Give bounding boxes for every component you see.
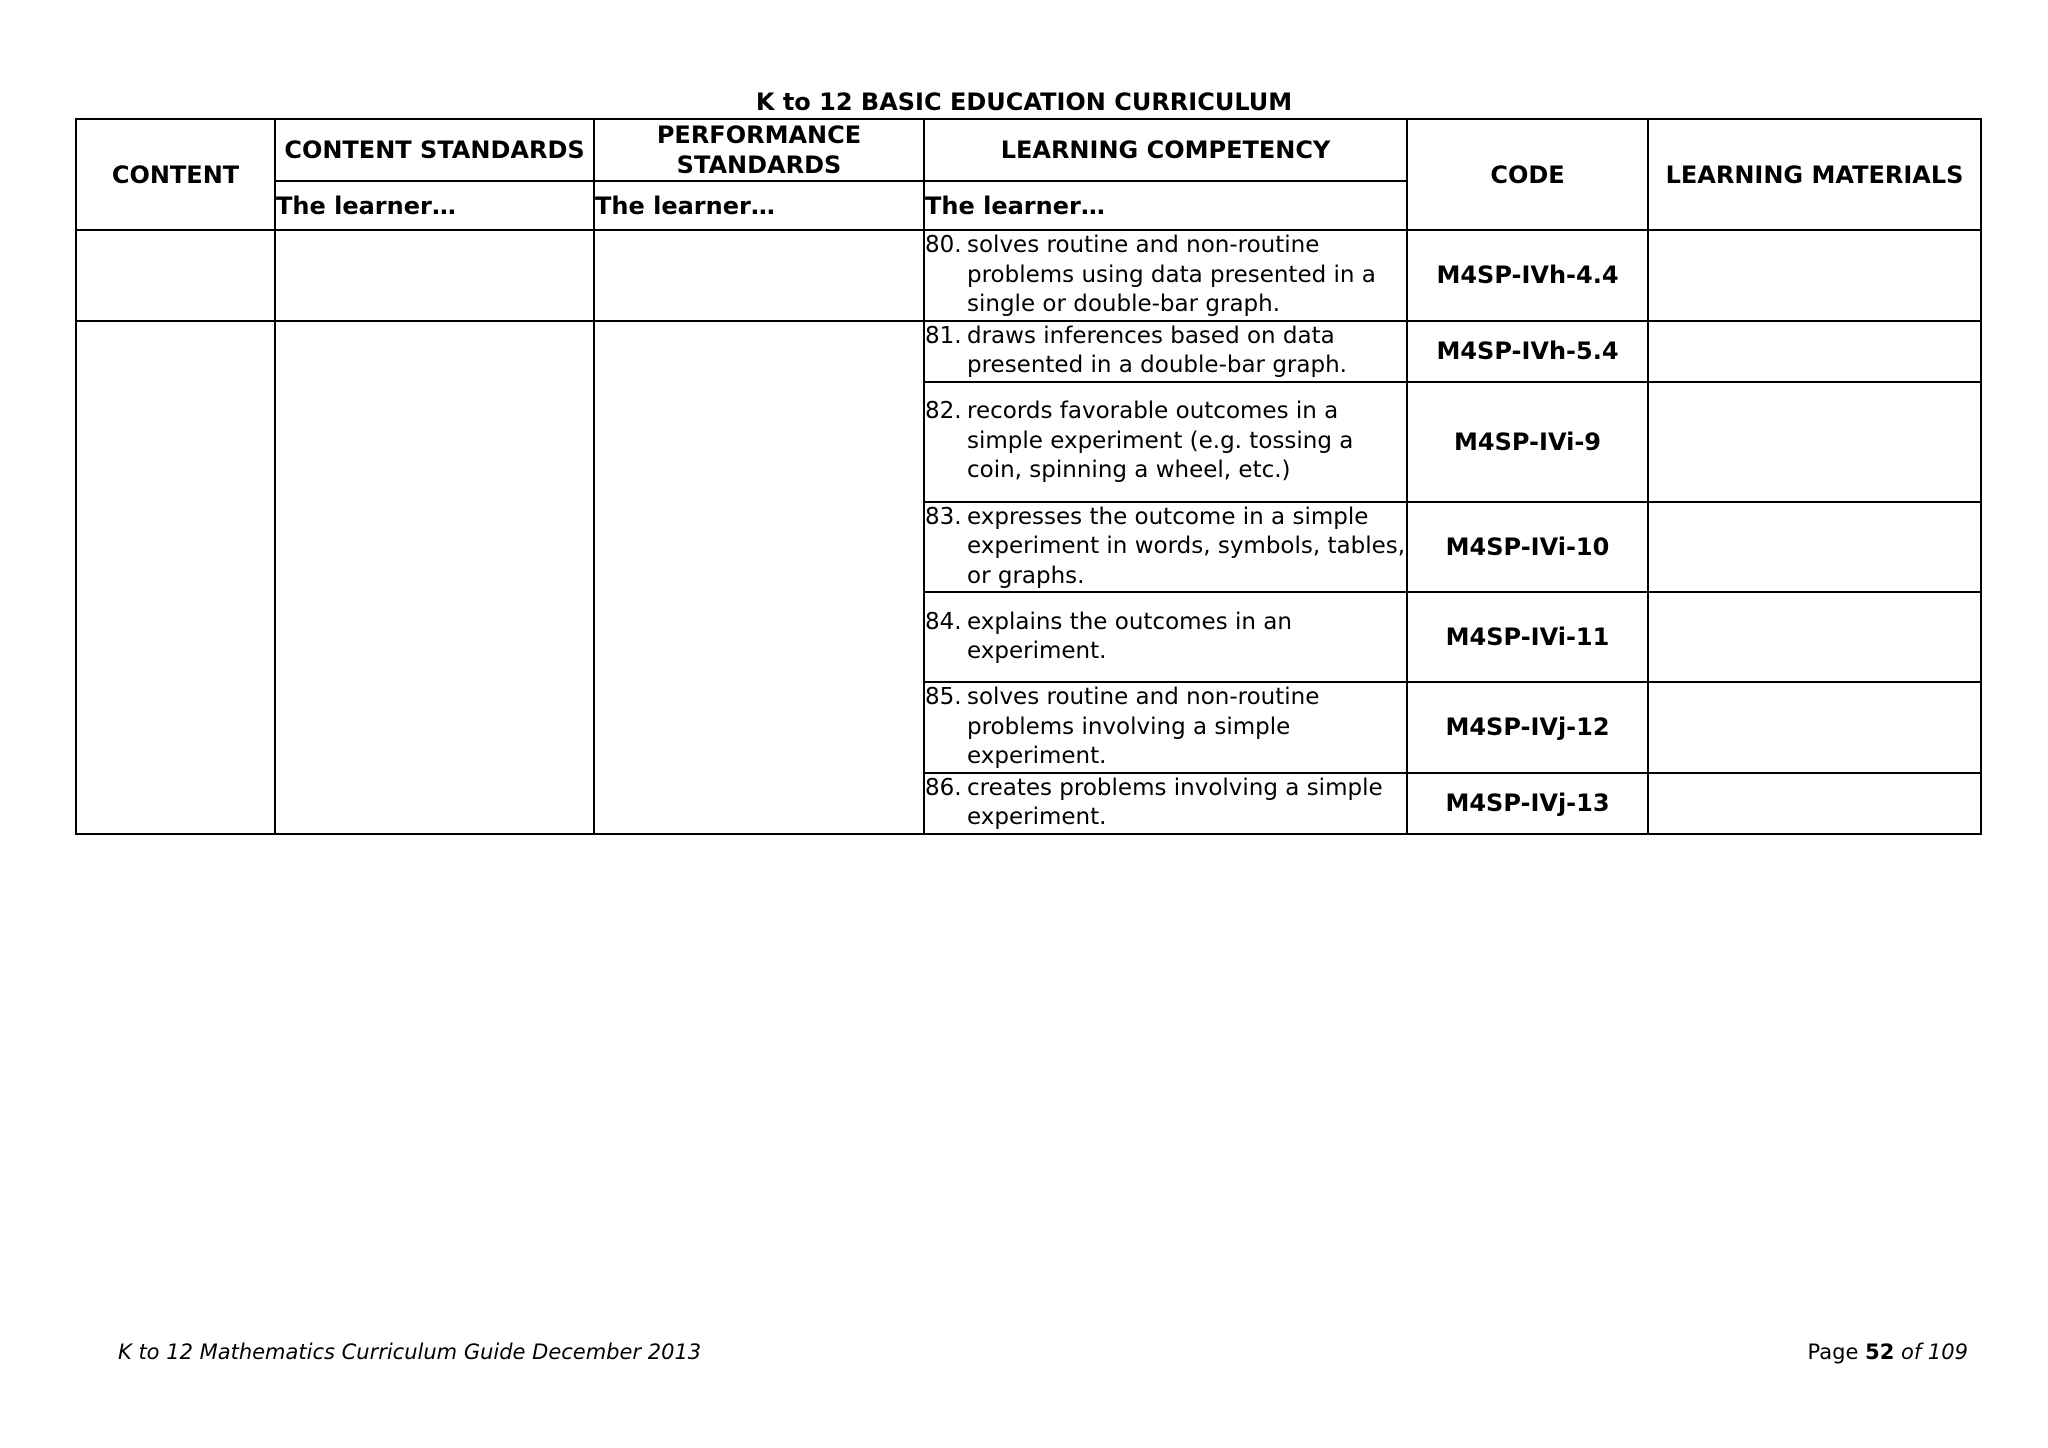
competency-text: creates problems involving a simple experiment. [967, 774, 1383, 830]
competency-cell [924, 502, 1407, 593]
code-cell: M4SP-IVi-10 [1407, 502, 1648, 593]
header-learning-competency: LEARNING COMPETENCY [924, 119, 1407, 181]
header-performance-standards: PERFORMANCE STANDARDS [594, 119, 924, 181]
header-code: CODE [1407, 119, 1648, 230]
competency-number: 83. [925, 503, 962, 530]
materials-cell [1648, 592, 1981, 682]
performance-standards-cell [594, 321, 924, 834]
materials-cell [1648, 230, 1981, 321]
performance-standards-cell [594, 230, 924, 321]
curriculum-table [75, 118, 1982, 835]
materials-cell [1648, 321, 1981, 382]
competency-cell [924, 230, 1407, 321]
competency-text: records favorable outcomes in a simple experiment (e.g. tossing a coin, spinning a wheel, etc.) [967, 398, 1354, 484]
document-title: K to 12 BASIC EDUCATION CURRICULUM [755, 88, 1293, 116]
competency-cell [924, 321, 1407, 382]
header-content-standards: CONTENT STANDARDS [275, 119, 594, 181]
code-cell: M4SP-IVh-5.4 [1407, 321, 1648, 382]
competency-number: 85. [925, 684, 962, 710]
page-label: Page [1807, 1340, 1859, 1364]
competency-cell [924, 773, 1407, 834]
competency-text: expresses the outcome in a simple experiment in words, symbols, tables, or graphs. [967, 503, 1406, 589]
materials-cell [1648, 773, 1981, 834]
footer-page-indicator [1808, 1340, 1968, 1364]
content-standards-cell [275, 230, 594, 321]
competency-text: explains the outcomes in an experiment. [967, 608, 1292, 664]
subheader-content-standards: The learner… [275, 181, 594, 230]
competency-text: draws inferences based on data presented in a double-bar graph. [967, 322, 1347, 378]
header-learning-materials: LEARNING MATERIALS [1648, 119, 1981, 230]
subheader-performance-standards: The learner… [594, 181, 924, 230]
table-row [76, 321, 1981, 382]
code-cell: M4SP-IVh-4.4 [1407, 230, 1648, 321]
competency-cell [924, 382, 1407, 502]
materials-cell [1648, 382, 1981, 502]
materials-cell [1648, 682, 1981, 773]
competency-number: 86. [925, 774, 962, 801]
code-cell: M4SP-IVj-13 [1407, 773, 1648, 834]
competency-number: 82. [925, 398, 962, 425]
materials-cell [1648, 502, 1981, 593]
content-cell [76, 230, 275, 321]
competency-text: solves routine and non-routine problems using data presented in a single or double-bar graph. [967, 232, 1376, 317]
competency-number: 84. [925, 608, 962, 635]
page-number: 52 [1865, 1340, 1895, 1364]
subheader-learning-competency: The learner… [924, 181, 1407, 230]
competency-cell [924, 592, 1407, 682]
code-cell: M4SP-IVi-9 [1407, 382, 1648, 502]
code-cell: M4SP-IVj-12 [1407, 682, 1648, 773]
header-content: CONTENT [76, 119, 275, 230]
content-standards-cell [275, 321, 594, 834]
code-cell: M4SP-IVi-11 [1407, 592, 1648, 682]
competency-number: 80. [925, 232, 962, 258]
competency-number: 81. [925, 322, 962, 349]
content-cell [76, 321, 275, 834]
page-total: of 109 [1901, 1340, 1968, 1364]
table-row [76, 230, 1981, 321]
competency-cell [924, 682, 1407, 773]
footer-guide-title: K to 12 Mathematics Curriculum Guide December 2013 [118, 1340, 702, 1364]
competency-text: solves routine and non-routine problems involving a simple experiment. [967, 684, 1320, 769]
